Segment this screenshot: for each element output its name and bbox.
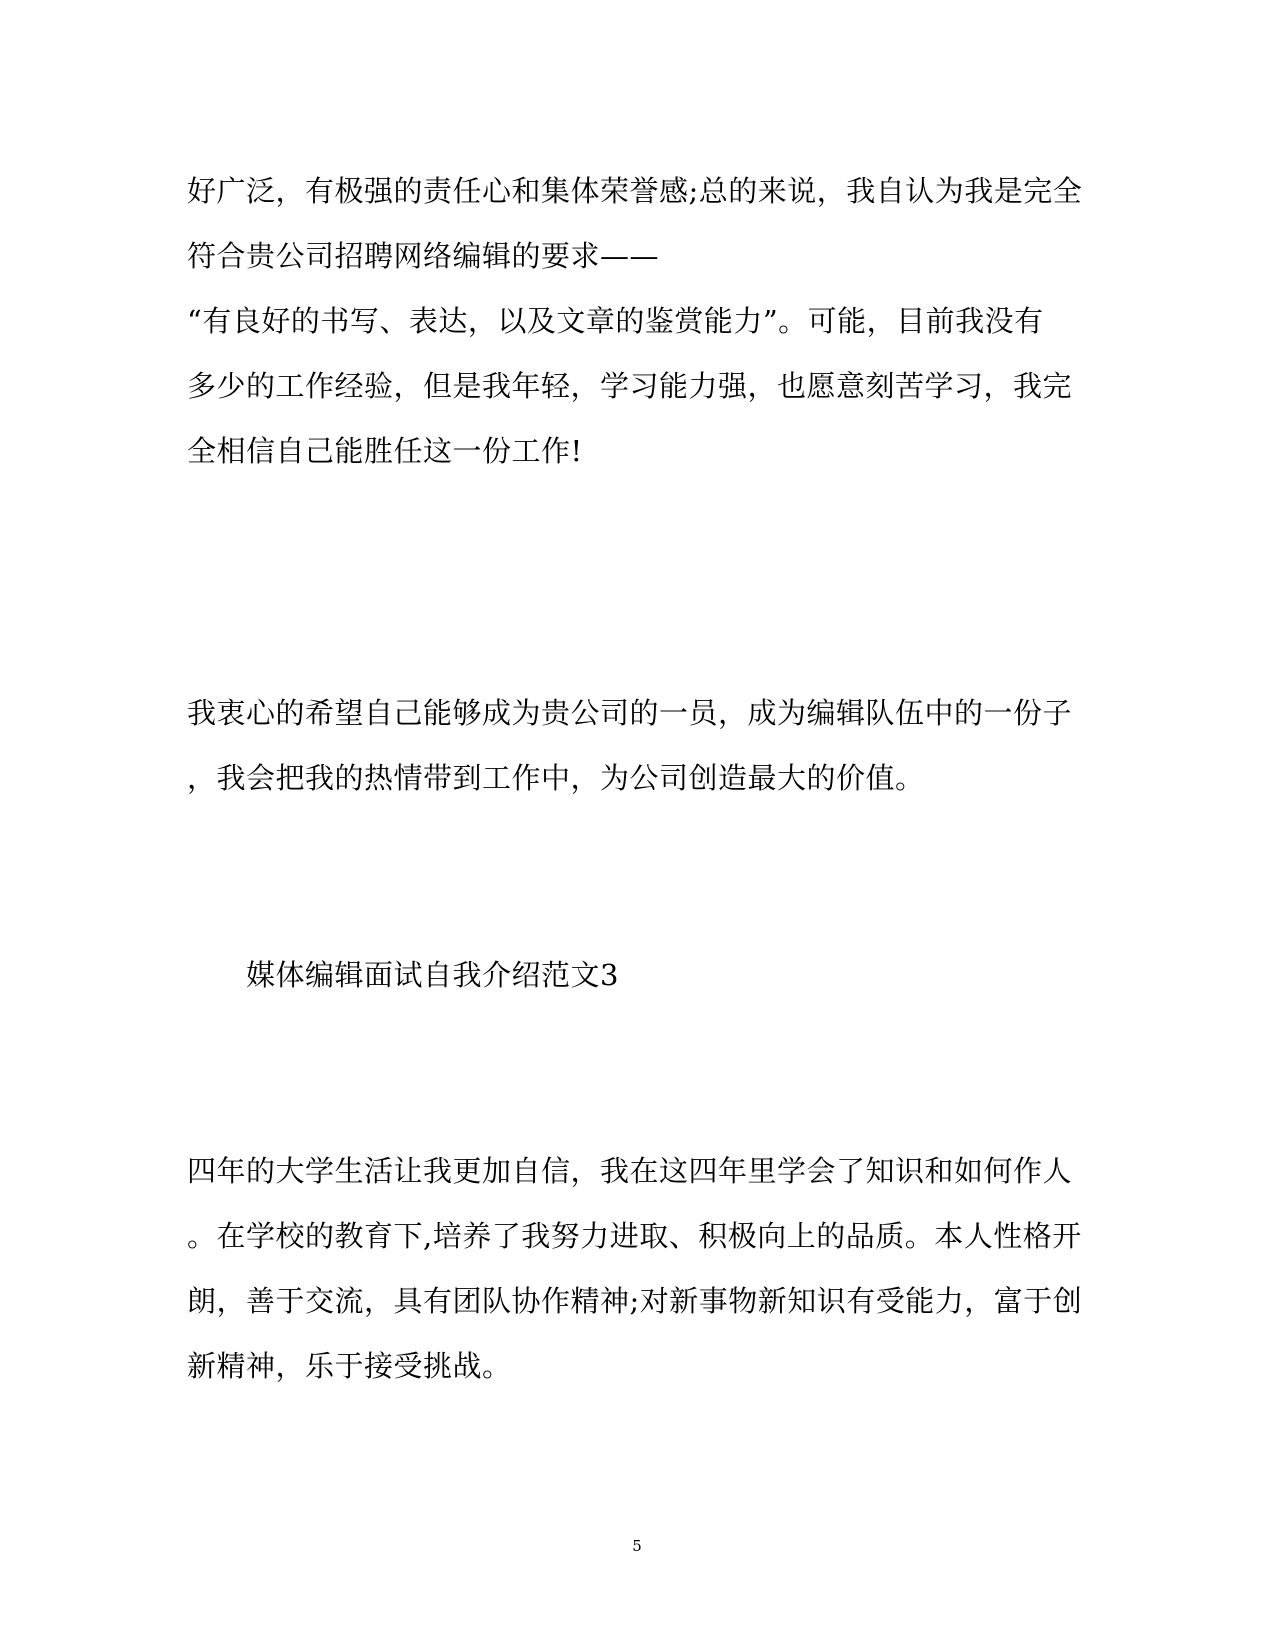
section-heading: 媒体编辑面试自我介绍范文3 bbox=[246, 958, 619, 992]
paragraph-3-line-1: 四年的大学生活让我更加自信，我在这四年里学会了知识和如何作人 bbox=[187, 1154, 1073, 1188]
paragraph-1-line-1: 好广泛，有极强的责任心和集体荣誉感;总的来说，我自认为我是完全 bbox=[187, 174, 1083, 208]
paragraph-3-line-3: 朗，善于交流，具有团队协作精神;对新事物新知识有受能力，富于创 bbox=[187, 1284, 1083, 1318]
paragraph-2-line-1: 我衷心的希望自己能够成为贵公司的一员，成为编辑队伍中的一份子 bbox=[187, 696, 1073, 730]
paragraph-2-line-2: ，我会把我的热情带到工作中，为公司创造最大的价值。 bbox=[187, 761, 925, 795]
paragraph-1-line-2: 符合贵公司招聘网络编辑的要求—— bbox=[187, 239, 660, 273]
paragraph-3-line-2: 。在学校的教育下,培养了我努力进取、积极向上的品质。本人性格开 bbox=[187, 1219, 1082, 1253]
paragraph-1-line-5: 全相信自己能胜任这一份工作! bbox=[187, 434, 583, 468]
paragraph-1-line-4: 多少的工作经验，但是我年轻，学习能力强，也愿意刻苦学习，我完 bbox=[187, 369, 1073, 403]
paragraph-3-line-4: 新精神，乐于接受挑战。 bbox=[187, 1349, 512, 1383]
paragraph-1-line-3: “有良好的书写、表达，以及文章的鉴赏能力”。可能，目前我没有 bbox=[187, 304, 1044, 338]
page-number: 5 bbox=[632, 1537, 642, 1555]
